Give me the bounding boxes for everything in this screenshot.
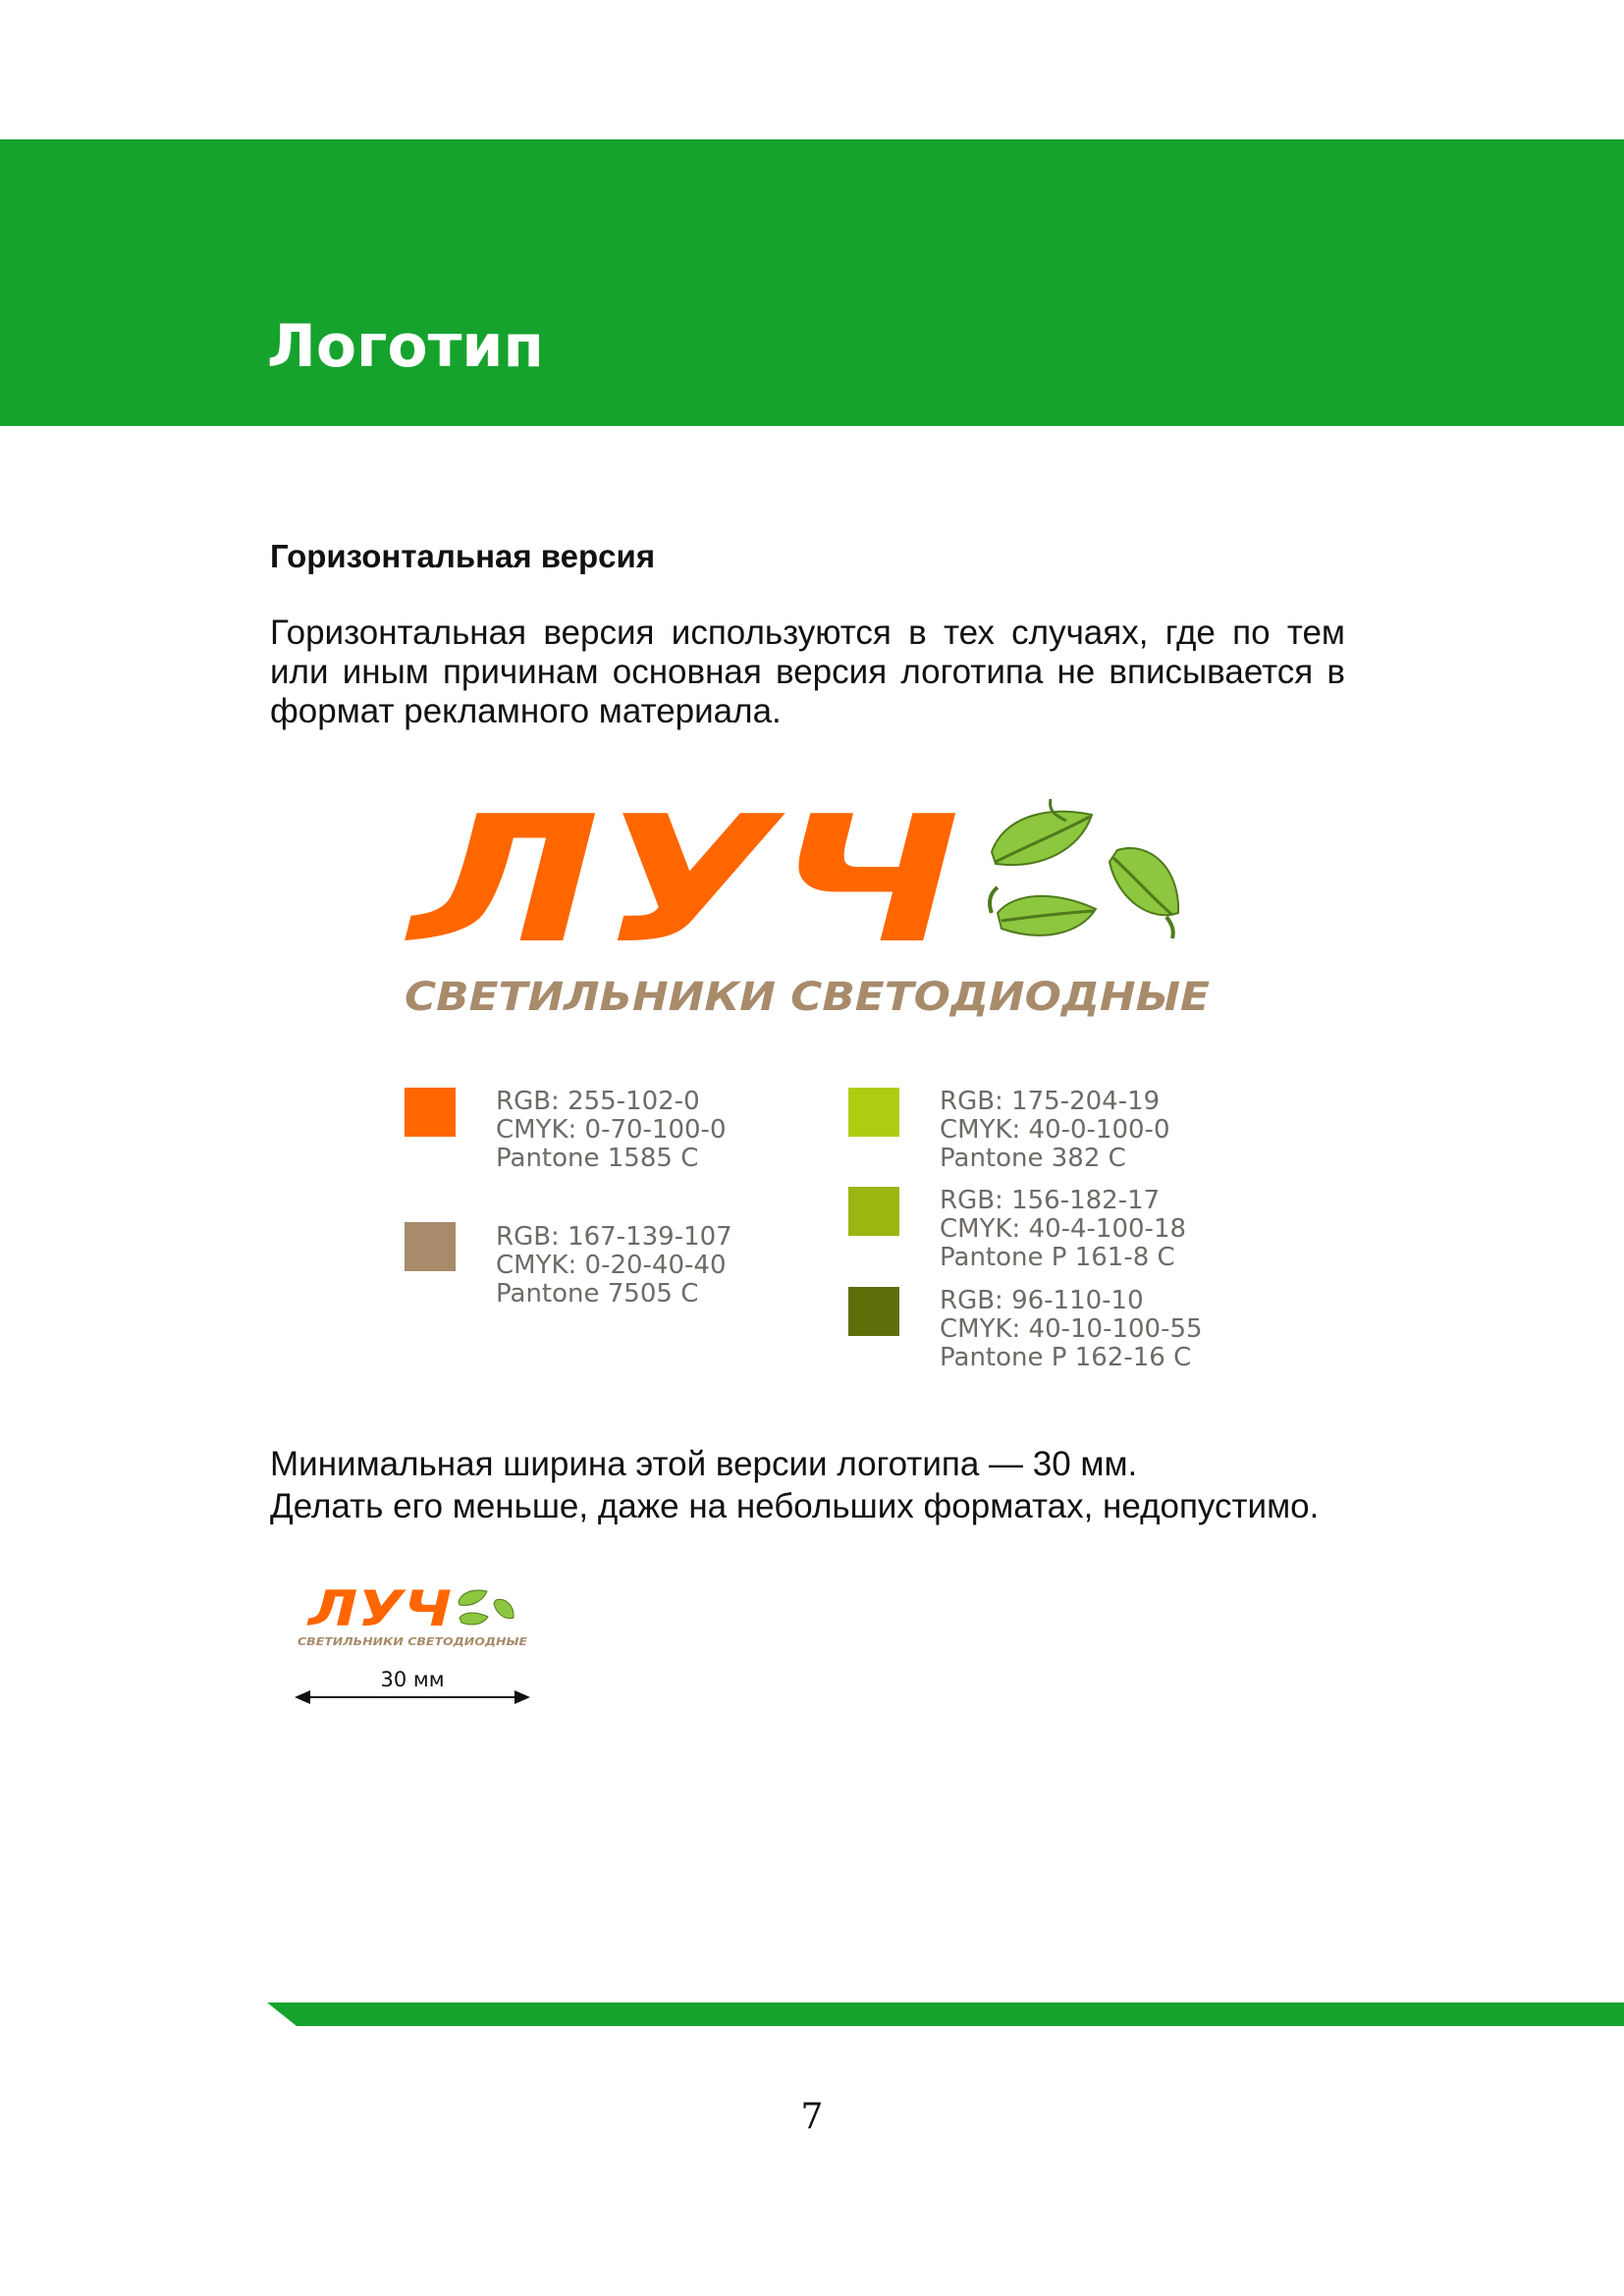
logo-wordmark-small: ЛУЧ [305, 1580, 452, 1637]
color-spec-orange [496, 1088, 726, 1173]
cmyk-value: CMYK: 40-10-100-55 [940, 1314, 1203, 1344]
cmyk-value: CMYK: 0-70-100-0 [496, 1115, 727, 1145]
rgb-value: RGB: 96-110-10 [940, 1286, 1144, 1315]
rgb-value: RGB: 167-139-107 [496, 1222, 732, 1252]
swatch-brown [405, 1222, 456, 1271]
logo-tagline: СВЕТИЛЬНИКИ СВЕТОДИОДНЫЕ [405, 975, 1210, 1019]
leaf-emblem-small-icon [459, 1590, 514, 1625]
pantone-value: Pantone 7505 C [496, 1279, 699, 1308]
leaf-emblem-icon [990, 799, 1178, 938]
rgb-value: RGB: 175-204-19 [940, 1087, 1161, 1116]
page-number: 7 [800, 2097, 824, 2137]
pantone-value: Pantone 382 C [940, 1144, 1126, 1173]
color-spec-brown [496, 1223, 732, 1308]
pantone-value: Pantone P 161-8 C [940, 1243, 1175, 1272]
color-spec-dark-green [940, 1287, 1203, 1372]
color-spec-light-green [940, 1088, 1169, 1173]
swatch-orange [405, 1088, 456, 1137]
pantone-value: Pantone 1585 C [496, 1144, 699, 1173]
intro-paragraph: Горизонтальная версия используются в тех случаях, где по тем или иным причинам основная версия логотипа не вписывается в формат рекламного материала. [270, 614, 1345, 730]
logo-tagline-small: СВЕТИЛЬНИКИ СВЕТОДИОДНЫЕ [298, 1635, 528, 1648]
color-spec-olive-green [940, 1187, 1186, 1272]
logo-horizontal-small [295, 1580, 530, 1651]
footer-stripe [267, 2002, 1624, 2026]
minimum-size-note [270, 1443, 1350, 1527]
rgb-value: RGB: 255-102-0 [496, 1087, 700, 1116]
minimum-size-line-1: Минимальная ширина этой версии логотипа — 30 мм. [270, 1445, 1138, 1483]
section-subheading: Горизонтальная версия [270, 538, 656, 574]
minimum-size-line-2: Делать его меньше, даже на небольших форматах, недопустимо. [270, 1487, 1320, 1525]
logo-wordmark: ЛУЧ [404, 793, 960, 982]
logo-horizontal-large [403, 793, 1218, 1019]
cmyk-value: CMYK: 0-20-40-40 [496, 1251, 727, 1280]
rgb-value: RGB: 156-182-17 [940, 1186, 1161, 1215]
pantone-value: Pantone P 162-16 C [940, 1343, 1192, 1372]
swatch-light-green [848, 1088, 899, 1137]
swatch-dark-green [848, 1287, 899, 1336]
dimension-arrow-icon [293, 1686, 532, 1708]
page-title: Логотип [267, 312, 544, 381]
cmyk-value: CMYK: 40-0-100-0 [940, 1115, 1170, 1145]
swatch-olive-green [848, 1187, 899, 1236]
cmyk-value: CMYK: 40-4-100-18 [940, 1214, 1187, 1244]
dimension-label: 30 мм [380, 1668, 445, 1691]
header-band [0, 139, 1624, 426]
